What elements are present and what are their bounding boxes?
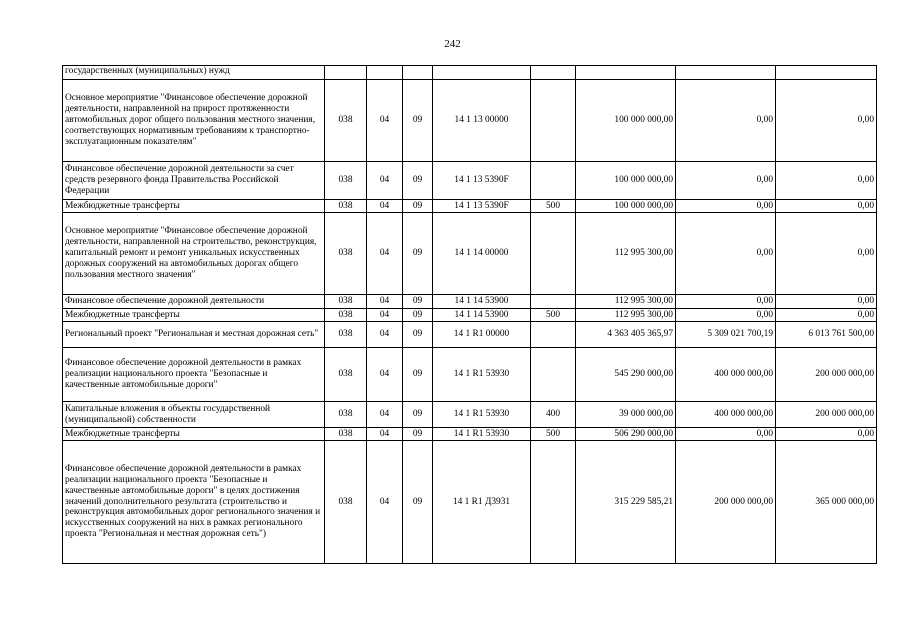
ministry-code: 038 bbox=[325, 295, 367, 309]
subsection-code: 09 bbox=[403, 200, 433, 213]
target-article bbox=[433, 66, 531, 80]
budget-table bbox=[62, 65, 877, 564]
target-article: 14 1 R1 53930 bbox=[433, 348, 531, 402]
amount-2024: 200 000 000,00 bbox=[776, 348, 877, 402]
expense-type-code bbox=[531, 80, 576, 162]
amount-2022: 315 229 585,21 bbox=[576, 441, 676, 564]
subsection-code: 09 bbox=[403, 402, 433, 428]
subsection-code: 09 bbox=[403, 322, 433, 348]
amount-2024: 200 000 000,00 bbox=[776, 402, 877, 428]
expense-type-code: 500 bbox=[531, 309, 576, 322]
ministry-code: 038 bbox=[325, 441, 367, 564]
table-row bbox=[63, 322, 877, 348]
target-article: 14 1 13 5390F bbox=[433, 162, 531, 200]
amount-2022: 100 000 000,00 bbox=[576, 162, 676, 200]
ministry-code: 038 bbox=[325, 200, 367, 213]
section-code: 04 bbox=[367, 200, 403, 213]
table-row bbox=[63, 295, 877, 309]
subsection-code bbox=[403, 66, 433, 80]
ministry-code: 038 bbox=[325, 213, 367, 295]
row-name: Финансовое обеспечение дорожной деятельности bbox=[63, 295, 325, 309]
section-code: 04 bbox=[367, 80, 403, 162]
amount-2024: 6 013 761 500,00 bbox=[776, 322, 877, 348]
table-row bbox=[63, 309, 877, 322]
ministry-code: 038 bbox=[325, 80, 367, 162]
ministry-code: 038 bbox=[325, 428, 367, 441]
section-code: 04 bbox=[367, 295, 403, 309]
target-article: 14 1 R1 53930 bbox=[433, 428, 531, 441]
amount-2023 bbox=[676, 66, 776, 80]
ministry-code: 038 bbox=[325, 309, 367, 322]
expense-type-code: 500 bbox=[531, 200, 576, 213]
expense-type-code bbox=[531, 322, 576, 348]
section-code: 04 bbox=[367, 213, 403, 295]
expense-type-code bbox=[531, 348, 576, 402]
amount-2023: 0,00 bbox=[676, 295, 776, 309]
amount-2022: 4 363 405 365,97 bbox=[576, 322, 676, 348]
row-name: Межбюджетные трансферты bbox=[63, 428, 325, 441]
section-code: 04 bbox=[367, 322, 403, 348]
expense-type-code bbox=[531, 162, 576, 200]
amount-2024: 0,00 bbox=[776, 428, 877, 441]
row-name: Межбюджетные трансферты bbox=[63, 309, 325, 322]
amount-2024: 0,00 bbox=[776, 162, 877, 200]
amount-2024: 0,00 bbox=[776, 80, 877, 162]
amount-2023: 0,00 bbox=[676, 428, 776, 441]
amount-2024: 365 000 000,00 bbox=[776, 441, 877, 564]
subsection-code: 09 bbox=[403, 348, 433, 402]
amount-2022: 100 000 000,00 bbox=[576, 80, 676, 162]
page-number: 242 bbox=[444, 38, 461, 50]
amount-2022: 39 000 000,00 bbox=[576, 402, 676, 428]
table-row bbox=[63, 213, 877, 295]
ministry-code: 038 bbox=[325, 322, 367, 348]
amount-2023: 400 000 000,00 bbox=[676, 402, 776, 428]
target-article: 14 1 14 53900 bbox=[433, 295, 531, 309]
section-code bbox=[367, 66, 403, 80]
subsection-code: 09 bbox=[403, 309, 433, 322]
ministry-code: 038 bbox=[325, 162, 367, 200]
table-row bbox=[63, 441, 877, 564]
row-name: Финансовое обеспечение дорожной деятельности за счет средств резервного фонда Правительства Российской Федерации bbox=[63, 162, 325, 200]
amount-2022: 100 000 000,00 bbox=[576, 200, 676, 213]
amount-2022: 506 290 000,00 bbox=[576, 428, 676, 441]
subsection-code: 09 bbox=[403, 162, 433, 200]
table-row bbox=[63, 402, 877, 428]
row-name: Основное мероприятие "Финансовое обеспечение дорожной деятельности, направленной на строительство, реконструкция, капитальный ремонт и ремонт уникальных искусственных дорожных сооружений на автомобильных дорогах общего пользования местного значения" bbox=[63, 213, 325, 295]
amount-2023: 0,00 bbox=[676, 309, 776, 322]
amount-2023: 0,00 bbox=[676, 162, 776, 200]
expense-type-code bbox=[531, 213, 576, 295]
ministry-code bbox=[325, 66, 367, 80]
target-article: 14 1 13 00000 bbox=[433, 80, 531, 162]
target-article: 14 1 14 53900 bbox=[433, 309, 531, 322]
table-row bbox=[63, 66, 877, 80]
amount-2023: 0,00 bbox=[676, 200, 776, 213]
amount-2024: 0,00 bbox=[776, 309, 877, 322]
table-row bbox=[63, 200, 877, 213]
amount-2023: 5 309 021 700,19 bbox=[676, 322, 776, 348]
section-code: 04 bbox=[367, 428, 403, 441]
amount-2024 bbox=[776, 66, 877, 80]
row-name: государственных (муниципальных) нужд bbox=[63, 66, 325, 80]
expense-type-code bbox=[531, 295, 576, 309]
target-article: 14 1 14 00000 bbox=[433, 213, 531, 295]
amount-2023: 200 000 000,00 bbox=[676, 441, 776, 564]
row-name: Финансовое обеспечение дорожной деятельности в рамках реализации национального проекта "Безопасные и качественные автомобильные дороги" bbox=[63, 348, 325, 402]
table-row bbox=[63, 162, 877, 200]
section-code: 04 bbox=[367, 402, 403, 428]
target-article: 14 1 R1 00000 bbox=[433, 322, 531, 348]
subsection-code: 09 bbox=[403, 428, 433, 441]
expense-type-code: 400 bbox=[531, 402, 576, 428]
expense-type-code bbox=[531, 441, 576, 564]
amount-2022: 112 995 300,00 bbox=[576, 295, 676, 309]
table-row bbox=[63, 428, 877, 441]
amount-2022: 112 995 300,00 bbox=[576, 309, 676, 322]
amount-2024: 0,00 bbox=[776, 295, 877, 309]
row-name: Основное мероприятие "Финансовое обеспечение дорожной деятельности, направленной на прирост протяженности автомобильных дорог общего пользования местного значения, соответствующих нормативным требованиям к транспортно-эксплуатационным показателям" bbox=[63, 80, 325, 162]
section-code: 04 bbox=[367, 309, 403, 322]
row-name: Межбюджетные трансферты bbox=[63, 200, 325, 213]
amount-2022: 112 995 300,00 bbox=[576, 213, 676, 295]
amount-2022 bbox=[576, 66, 676, 80]
subsection-code: 09 bbox=[403, 441, 433, 564]
subsection-code: 09 bbox=[403, 295, 433, 309]
section-code: 04 bbox=[367, 162, 403, 200]
amount-2023: 0,00 bbox=[676, 80, 776, 162]
expense-type-code bbox=[531, 66, 576, 80]
row-name: Финансовое обеспечение дорожной деятельности в рамках реализации национального проекта "Безопасные и качественные автомобильные дороги" в целях достижения значений дополнительного результата (строительство и реконструкция автомобильных дорог регионального значения и искусственных сооружений на них в рамках регионального проекта "Региональная и местная дорожная сеть") bbox=[63, 441, 325, 564]
row-name: Капитальные вложения в объекты государственной (муниципальной) собственности bbox=[63, 402, 325, 428]
table-row bbox=[63, 80, 877, 162]
target-article: 14 1 R1 53930 bbox=[433, 402, 531, 428]
target-article: 14 1 13 5390F bbox=[433, 200, 531, 213]
subsection-code: 09 bbox=[403, 213, 433, 295]
amount-2023: 400 000 000,00 bbox=[676, 348, 776, 402]
table-row bbox=[63, 348, 877, 402]
expense-type-code: 500 bbox=[531, 428, 576, 441]
row-name: Региональный проект "Региональная и местная дорожная сеть" bbox=[63, 322, 325, 348]
amount-2024: 0,00 bbox=[776, 200, 877, 213]
amount-2023: 0,00 bbox=[676, 213, 776, 295]
amount-2024: 0,00 bbox=[776, 213, 877, 295]
subsection-code: 09 bbox=[403, 80, 433, 162]
ministry-code: 038 bbox=[325, 348, 367, 402]
target-article: 14 1 R1 Д3931 bbox=[433, 441, 531, 564]
ministry-code: 038 bbox=[325, 402, 367, 428]
section-code: 04 bbox=[367, 348, 403, 402]
amount-2022: 545 290 000,00 bbox=[576, 348, 676, 402]
section-code: 04 bbox=[367, 441, 403, 564]
